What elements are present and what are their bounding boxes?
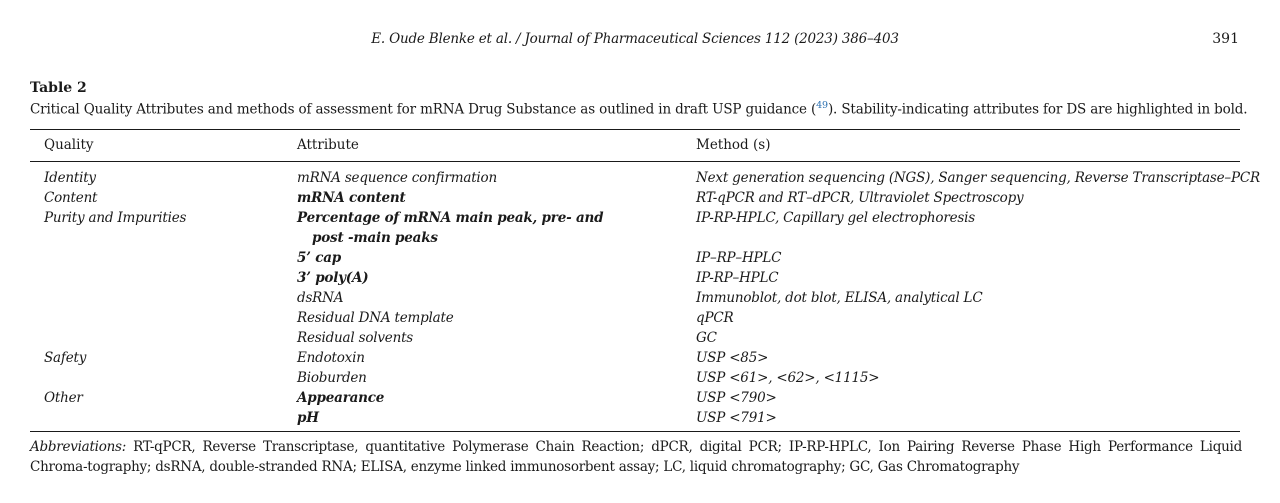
attribute-cell: Appearance [297,390,385,406]
quality-cell: Identity [44,170,96,186]
attribute-cell-continuation: post -main peaks [312,230,438,246]
quality-cell: Safety [44,350,87,366]
table-label: Table 2 [30,80,87,96]
attribute-cell: mRNA content [297,190,406,206]
column-header-method: Method (s) [696,137,771,153]
attribute-cell: Bioburden [297,370,367,386]
method-cell: qPCR [696,310,734,326]
attribute-cell: pH [297,410,319,426]
quality-cell: Purity and Impurities [44,210,187,226]
quality-cell: Other [44,390,83,406]
abbreviations-footnote [30,437,1242,477]
method-cell: IP-RP–HPLC [696,270,779,286]
table-bottom-rule [30,431,1240,432]
column-header-quality: Quality [44,137,94,153]
page-number: 391 [1212,31,1239,47]
attribute-cell: Residual DNA template [297,310,454,326]
caption-text-start: Critical Quality Attributes and methods of assessment for mRNA Drug Substance as outlined in draft USP guidance ( [30,101,817,118]
method-cell: IP–RP–HPLC [696,250,782,266]
journal-citation: E. Oude Blenke et al. / Journal of Pharmaceutical Sciences 112 (2023) 386–403 [371,31,899,47]
method-cell: Immunoblot, dot blot, ELISA, analytical LC [696,290,983,306]
caption-text-end: ). Stability-indicating attributes for DS are highlighted in bold. [827,101,1248,118]
method-cell: USP <85> [696,350,769,366]
footnote-text: RT-qPCR, Reverse Transcriptase, quantitative Polymerase Chain Reaction; dPCR, digital PCR; IP-RP-HPLC, Ion Pairing Reverse Phase High Performance Liquid Chroma-tography; dsRNA, double-stranded RNA; ELISA, enzyme linked immunosorbent assay; LC, liquid chromatography; GC, Gas Chromatography [30,439,1242,475]
method-cell: USP <790> [696,390,777,406]
reference-link[interactable]: 49 [816,100,828,111]
method-cell: RT-qPCR and RT–dPCR, Ultraviolet Spectroscopy [696,190,1024,206]
method-cell: USP <791> [696,410,777,426]
header-rule [30,161,1240,162]
attribute-cell: 5’ cap [297,250,341,266]
method-cell: GC [696,330,717,346]
running-header [0,31,1280,51]
footnote-lead: Abbreviations: [30,439,127,455]
attribute-cell: 3’ poly(A) [297,270,369,286]
method-cell: Next generation sequencing (NGS), Sanger sequencing, Reverse Transcriptase–PCR [696,170,1260,186]
table-caption [30,100,1255,118]
method-cell: IP-RP-HPLC, Capillary gel electrophoresis [696,210,975,226]
method-cell: USP <61>, <62>, <1115> [696,370,880,386]
quality-cell: Content [44,190,98,206]
attribute-cell: mRNA sequence confirmation [297,170,497,186]
attribute-cell: dsRNA [297,290,344,306]
table-top-rule [30,129,1240,130]
column-header-attribute: Attribute [297,137,359,153]
attribute-cell: Percentage of mRNA main peak, pre- and [297,210,604,226]
attribute-cell: Endotoxin [297,350,365,366]
attribute-cell: Residual solvents [297,330,414,346]
